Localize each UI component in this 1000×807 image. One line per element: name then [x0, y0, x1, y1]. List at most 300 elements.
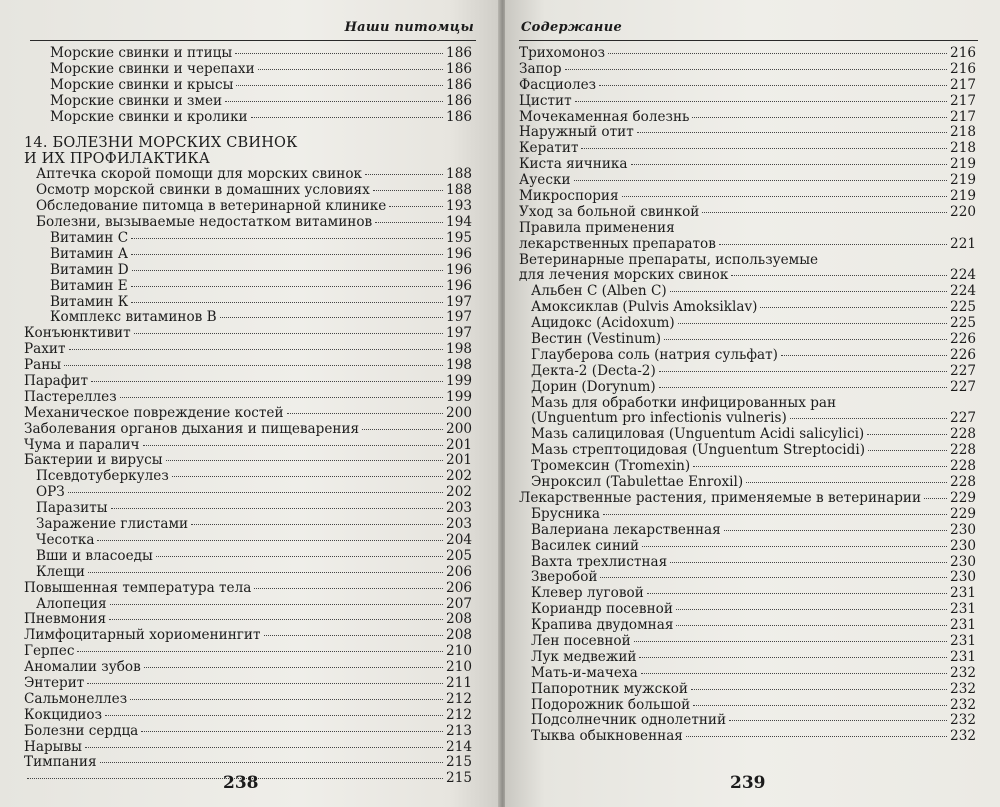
- toc-entry-page: 232: [950, 696, 976, 713]
- toc-entry: [24, 342, 472, 358]
- toc-entry-page: 211: [446, 674, 472, 691]
- toc-entry: [24, 358, 472, 374]
- toc-entry: [519, 157, 976, 173]
- toc-entry-title: Кокцидиоз: [24, 706, 103, 723]
- dot-leader: [781, 355, 947, 356]
- toc-entry-page: 231: [950, 632, 976, 649]
- dot-leader: [131, 302, 443, 303]
- toc-entry: [519, 491, 976, 507]
- toc-entry: [24, 215, 472, 231]
- toc-entry-page: 232: [950, 664, 976, 681]
- toc-entry: [519, 189, 976, 205]
- dot-leader: [724, 530, 947, 531]
- dot-leader: [702, 212, 947, 213]
- dot-leader: [760, 307, 947, 308]
- toc-entry-title: Морские свинки и птицы: [50, 45, 233, 61]
- toc-entry: [519, 332, 976, 348]
- toc-entry-page: 227: [950, 378, 976, 395]
- toc-entry-title: Алопеция: [36, 595, 107, 612]
- toc-entry: [24, 374, 472, 390]
- toc-entry-page: 232: [950, 680, 976, 697]
- toc-entry-title: Энроксил (Tabulettae Enroxil): [531, 474, 744, 491]
- header-rule: [519, 40, 978, 41]
- toc-entry-title: Мать-и-мачеха: [531, 664, 638, 681]
- toc-entry-page: 197: [446, 309, 472, 326]
- toc-entry: [519, 125, 976, 141]
- dot-leader: [664, 339, 947, 340]
- dot-leader: [790, 418, 947, 419]
- toc-entry-page: 227: [950, 410, 976, 427]
- dot-leader: [693, 705, 947, 706]
- toc-entry-title: Заражение глистами: [36, 516, 189, 533]
- dot-leader: [647, 593, 947, 594]
- dot-leader: [69, 349, 444, 350]
- toc-entry-page: 203: [446, 516, 472, 533]
- dot-leader: [692, 117, 947, 118]
- toc-entry-page: 228: [950, 474, 976, 491]
- toc-entry-page: 196: [446, 245, 472, 262]
- toc-entry-page: 196: [446, 261, 472, 278]
- dot-leader: [746, 482, 947, 483]
- toc-entry: [24, 199, 472, 215]
- toc-entry-page: 228: [950, 426, 976, 443]
- toc-entry-page: 202: [446, 468, 472, 485]
- toc-entry-title: Вахта трехлистная: [531, 553, 668, 570]
- toc-entry-title: Глауберова соль (натрия сульфат): [531, 346, 778, 363]
- dot-leader: [264, 635, 444, 636]
- toc-entry-page: 186: [446, 60, 472, 77]
- toc-entry: [24, 533, 472, 549]
- toc-entry-line: [519, 396, 976, 412]
- toc-entry: [24, 438, 472, 454]
- toc-section-top: [24, 46, 472, 125]
- toc-entry: [519, 713, 976, 729]
- toc-entry: [519, 586, 976, 602]
- toc-entry: [24, 628, 472, 644]
- dot-leader: [574, 180, 948, 181]
- toc-entry-title: Чума и паралич: [24, 436, 140, 453]
- toc-entry-page: 225: [950, 299, 976, 316]
- toc-entry-title: Наружный отит: [519, 124, 634, 141]
- dot-leader: [581, 148, 947, 149]
- toc-entry: [519, 443, 976, 459]
- toc-entry-title: Кератит: [519, 140, 579, 157]
- dot-leader: [373, 190, 443, 191]
- toc-entry: [519, 698, 976, 714]
- dot-leader: [87, 683, 443, 684]
- toc-left: [0, 46, 500, 787]
- toc-entry-page: 230: [950, 537, 976, 554]
- toc-entry-title: Аномалии зубов: [24, 659, 141, 676]
- toc-entry: [24, 676, 472, 692]
- toc-entry-page: 231: [950, 601, 976, 618]
- dot-leader: [85, 747, 443, 748]
- toc-entry-page: 188: [446, 182, 472, 199]
- toc-entry-title: Болезни, вызываемые недостатком витаминов: [36, 214, 373, 231]
- toc-entry: [519, 62, 976, 78]
- dot-leader: [105, 715, 443, 716]
- toc-entry-title: Фасциолез: [519, 76, 597, 93]
- dot-leader: [676, 625, 947, 626]
- toc-entry-page: 208: [446, 627, 472, 644]
- toc-entry-page: 231: [950, 648, 976, 665]
- dot-leader: [686, 736, 947, 737]
- toc-entry-title: Тромексин (Tromexin): [531, 458, 691, 475]
- toc-entry: [519, 268, 976, 284]
- dot-leader: [258, 69, 443, 70]
- toc-entry-line: [519, 253, 976, 269]
- toc-entry: [24, 660, 472, 676]
- toc-entry: [24, 422, 472, 438]
- toc-entry-page: 212: [446, 706, 472, 723]
- toc-entry: [24, 183, 472, 199]
- toc-entry-title: Чесотка: [36, 531, 95, 548]
- toc-entry-title: Подорожник большой: [531, 696, 691, 713]
- header-rule: [30, 40, 476, 41]
- dot-leader: [924, 498, 947, 499]
- toc-entry: [24, 740, 472, 756]
- dot-leader: [131, 238, 443, 239]
- toc-entry: [519, 729, 976, 745]
- toc-entry-page: 210: [446, 643, 472, 660]
- toc-entry: [24, 724, 472, 740]
- toc-entry: [24, 295, 472, 311]
- toc-entry-page: 214: [446, 738, 472, 755]
- toc-entry-title: Повышенная температура тела: [24, 579, 252, 596]
- dot-leader: [678, 323, 947, 324]
- toc-entry-page: 215: [446, 770, 472, 787]
- toc-entry: [24, 453, 472, 469]
- toc-entry-page: 208: [446, 611, 472, 628]
- toc-entry: [519, 650, 976, 666]
- dot-leader: [659, 387, 947, 388]
- toc-entry-title: Пневмония: [24, 611, 107, 628]
- dot-leader: [64, 365, 443, 366]
- dot-leader: [68, 492, 443, 493]
- toc-entry-page: 202: [446, 484, 472, 501]
- dot-leader: [575, 101, 947, 102]
- toc-entry-title: Механическое повреждение костей: [24, 404, 284, 421]
- toc-entry-page: 203: [446, 500, 472, 517]
- dot-leader: [131, 254, 443, 255]
- toc-entry-title: Энтерит: [24, 674, 85, 691]
- toc-entry-page: 206: [446, 579, 472, 596]
- toc-entry-page: 217: [950, 108, 976, 125]
- right-page: [505, 0, 1000, 807]
- chapter-heading-line2: И ИХ ПРОФИЛАКТИКА: [24, 151, 211, 168]
- toc-entry-page: 232: [950, 728, 976, 745]
- toc-entry-page: 207: [446, 595, 472, 612]
- toc-entry-title: Василек синий: [531, 537, 640, 554]
- toc-entry-title: Витамин А: [50, 245, 128, 262]
- toc-entry-title: Зверобой: [531, 569, 598, 586]
- toc-entry: [24, 549, 472, 565]
- dot-leader: [134, 333, 443, 334]
- toc-entry: [24, 263, 472, 279]
- toc-entry-page: 213: [446, 722, 472, 739]
- toc-entry: [519, 539, 976, 555]
- dot-leader: [565, 69, 948, 70]
- toc-entry: [24, 581, 472, 597]
- dot-leader: [97, 540, 443, 541]
- toc-entry-page: 225: [950, 315, 976, 332]
- toc-entry-page: 196: [446, 277, 472, 294]
- toc-entry-page: 226: [950, 331, 976, 348]
- toc-entry-page: 197: [446, 325, 472, 342]
- toc-entry-page: 231: [950, 585, 976, 602]
- toc-entry-title: Парафит: [24, 373, 88, 390]
- toc-entry-title: Мазь для обработки инфицированных ран: [531, 394, 837, 411]
- toc-entry-title: Амоксиклав (Pulvis Amoksiklav): [531, 299, 758, 316]
- toc-entry-page: 217: [950, 76, 976, 93]
- dot-leader: [251, 117, 443, 118]
- toc-entry: [24, 708, 472, 724]
- dot-leader: [719, 244, 947, 245]
- toc-entry-page: 218: [950, 124, 976, 141]
- toc-entry-title: Вши и власоеды: [36, 547, 153, 564]
- toc-entry-title: Клещи: [36, 563, 85, 580]
- toc-entry-page: 217: [950, 92, 976, 109]
- dot-leader: [639, 657, 947, 658]
- dot-leader: [676, 609, 947, 610]
- toc-entry-title: Обследование питомца в ветеринарной клинике: [36, 198, 387, 215]
- toc-entry: [519, 94, 976, 110]
- toc-entry-title: Ацидокс (Acidoxum): [531, 315, 675, 332]
- toc-entry: [24, 247, 472, 263]
- page-number: 238: [223, 773, 259, 793]
- toc-entry-page: 216: [950, 60, 976, 77]
- toc-entry-page: 201: [446, 436, 472, 453]
- toc-entry-title: Мазь салициловая (Unguentum Acidi salicylici): [531, 426, 865, 443]
- dot-leader: [235, 53, 443, 54]
- toc-entry-page: 226: [950, 346, 976, 363]
- toc-entry-page: 201: [446, 452, 472, 469]
- toc-entry-page: 199: [446, 373, 472, 390]
- toc-entry-page: 220: [950, 203, 976, 220]
- toc-entry-page: 230: [950, 569, 976, 586]
- dot-leader: [622, 196, 947, 197]
- toc-entry-title: Заболевания органов дыхания и пищеварения: [24, 420, 360, 437]
- chapter-heading: [24, 135, 472, 167]
- page-number: 239: [730, 773, 766, 793]
- dot-leader: [691, 689, 947, 690]
- toc-entry-title: Микроспория: [519, 188, 619, 205]
- dot-leader: [156, 556, 443, 557]
- toc-entry: [519, 237, 976, 253]
- toc-entry-title: Лук медвежий: [531, 648, 637, 665]
- toc-entry: [519, 666, 976, 682]
- toc-entry-page: 228: [950, 442, 976, 459]
- toc-entry: [519, 205, 976, 221]
- toc-entry-page: 198: [446, 341, 472, 358]
- toc-entry: [519, 284, 976, 300]
- toc-entry: [519, 682, 976, 698]
- dot-leader: [659, 371, 947, 372]
- toc-entry-title: Декта-2 (Decta-2): [531, 362, 656, 379]
- toc-entry-title: Клевер луговой: [531, 585, 644, 602]
- toc-entry-title: лекарственных препаратов: [519, 235, 716, 252]
- toc-entry: [24, 231, 472, 247]
- toc-entry-title: Паразиты: [36, 500, 108, 517]
- dot-leader: [603, 514, 947, 515]
- toc-entry: [519, 348, 976, 364]
- toc-entry-title: (Unguentum pro infectionis vulneris): [531, 410, 787, 427]
- toc-entry-page: 199: [446, 388, 472, 405]
- toc-entry-page: 205: [446, 547, 472, 564]
- dot-leader: [631, 164, 948, 165]
- toc-entry-page: 186: [446, 108, 472, 125]
- dot-leader: [77, 651, 443, 652]
- toc-entry: [519, 475, 976, 491]
- toc-entry: [519, 173, 976, 189]
- dot-leader: [287, 413, 444, 414]
- toc-entry: [24, 279, 472, 295]
- dot-leader: [225, 101, 443, 102]
- toc-entry-title: Альбен С (Alben С): [531, 283, 667, 300]
- toc-entry: [519, 634, 976, 650]
- dot-leader: [868, 450, 947, 451]
- toc-entry-title: Рахит: [24, 341, 66, 358]
- dot-leader: [670, 562, 947, 563]
- dot-leader: [131, 286, 443, 287]
- toc-entry-title: ОРЗ: [36, 484, 65, 501]
- toc-entry-title: Правила применения: [519, 219, 675, 236]
- dot-leader: [191, 524, 443, 525]
- toc-entry-title: Дорин (Dorynum): [531, 378, 656, 395]
- dot-leader: [109, 619, 443, 620]
- toc-entry-title: Комплекс витаминов В: [50, 309, 217, 326]
- toc-entry: [24, 94, 472, 110]
- chapter-heading-line1: 14. БОЛЕЗНИ МОРСКИХ СВИНОК: [24, 135, 298, 152]
- toc-entry-page: 216: [950, 45, 976, 61]
- toc-entry-title: Уход за больной свинкой: [519, 203, 700, 220]
- toc-entry: [519, 427, 976, 443]
- toc-entry: [24, 469, 472, 485]
- toc-entry-title: Бактерии и вирусы: [24, 452, 163, 469]
- toc-entry: [24, 755, 472, 771]
- toc-entry: [519, 570, 976, 586]
- toc-entry-page: 227: [950, 362, 976, 379]
- toc-entry-title: Тыква обыкновенная: [531, 728, 683, 745]
- dot-leader: [144, 667, 443, 668]
- toc-entry-title: Витамин D: [50, 261, 129, 278]
- toc-entry-title: для лечения морских свинок: [519, 267, 729, 284]
- toc-entry-title: Трихомоноз: [519, 45, 606, 61]
- toc-entry-title: Пастереллез: [24, 388, 117, 405]
- dot-leader: [143, 445, 444, 446]
- toc-entry-title: Витамин К: [50, 293, 129, 310]
- dot-leader: [110, 604, 443, 605]
- toc-entry-title: Аптечка скорой помощи для морских свинок: [36, 166, 362, 183]
- dot-leader: [120, 397, 443, 398]
- toc-entry: [519, 411, 976, 427]
- toc-entry: [519, 110, 976, 126]
- toc-entry-page: 228: [950, 458, 976, 475]
- dot-leader: [599, 85, 947, 86]
- toc-entry-title: Валериана лекарственная: [531, 521, 721, 538]
- toc-entry-title: Подсолнечник однолетний: [531, 712, 727, 729]
- toc-entry-page: 230: [950, 553, 976, 570]
- toc-entry-title: Мочекаменная болезнь: [519, 108, 690, 125]
- dot-leader: [254, 588, 443, 589]
- toc-entry: [24, 310, 472, 326]
- toc-entry-title: Конъюнктивит: [24, 325, 131, 342]
- dot-leader: [141, 731, 443, 732]
- toc-entry-page: 186: [446, 92, 472, 109]
- toc-entry-page: 193: [446, 198, 472, 215]
- dot-leader: [731, 275, 947, 276]
- dot-leader: [91, 381, 443, 382]
- toc-entry: [24, 517, 472, 533]
- toc-entry-title: Лен посевной: [531, 632, 631, 649]
- toc-entry-title: Тимпания: [24, 754, 97, 771]
- dot-leader: [693, 466, 947, 467]
- running-head: Наши питомцы: [344, 20, 474, 35]
- dot-leader: [220, 317, 443, 318]
- toc-entry-title: Псевдотуберкулез: [36, 468, 169, 485]
- toc-entry-page: 229: [950, 505, 976, 522]
- toc-entry: [24, 565, 472, 581]
- toc-entry-page: 195: [446, 230, 472, 247]
- dot-leader: [130, 699, 443, 700]
- toc-entry-title: Морские свинки и кролики: [50, 108, 248, 125]
- toc-entry-page: 188: [446, 166, 472, 183]
- toc-entry-page: 206: [446, 563, 472, 580]
- toc-entry: [519, 555, 976, 571]
- toc-entry-title: Ветеринарные препараты, используемые: [519, 251, 819, 268]
- dot-leader: [88, 572, 443, 573]
- toc-entry-title: Витамин Е: [50, 277, 128, 294]
- running-head: Содержание: [521, 20, 623, 35]
- toc-entry-title: Раны: [24, 357, 62, 374]
- toc-section-main: [24, 167, 472, 787]
- toc-entry: [519, 459, 976, 475]
- toc-entry-page: 197: [446, 293, 472, 310]
- toc-entry-title: Цистит: [519, 92, 572, 109]
- toc-entry: [519, 364, 976, 380]
- toc-entry-title: Мазь стрептоцидовая (Unguentum Streptocidi): [531, 442, 865, 459]
- dot-leader: [637, 132, 947, 133]
- toc-entry-title: Морские свинки и черепахи: [50, 60, 255, 77]
- toc-entry-page: 232: [950, 712, 976, 729]
- dot-leader: [634, 641, 947, 642]
- toc-entry-title: Брусника: [531, 505, 601, 522]
- toc-entry: [519, 316, 976, 332]
- toc-entry-page: 200: [446, 404, 472, 421]
- toc-entry-title: Герпес: [24, 643, 75, 660]
- toc-entry-page: 221: [950, 235, 976, 252]
- toc-entry: [24, 612, 472, 628]
- dot-leader: [608, 53, 947, 54]
- dot-leader: [600, 577, 947, 578]
- dot-leader: [362, 429, 443, 430]
- toc-entry-page: 224: [950, 283, 976, 300]
- toc-entry-page: 210: [446, 659, 472, 676]
- toc-entry: [24, 597, 472, 613]
- toc-entry: [519, 507, 976, 523]
- toc-entry: [519, 618, 976, 634]
- toc-entry: [24, 46, 472, 62]
- toc-section-main: [519, 46, 976, 745]
- toc-entry-title: Кориандр посевной: [531, 601, 673, 618]
- toc-entry-page: 218: [950, 140, 976, 157]
- toc-entry-title: Лекарственные растения, применяемые в ветеринарии: [519, 489, 922, 506]
- toc-entry-page: 204: [446, 531, 472, 548]
- dot-leader: [641, 673, 947, 674]
- dot-leader: [236, 85, 443, 86]
- toc-right: [505, 46, 1000, 745]
- toc-entry-page: 230: [950, 521, 976, 538]
